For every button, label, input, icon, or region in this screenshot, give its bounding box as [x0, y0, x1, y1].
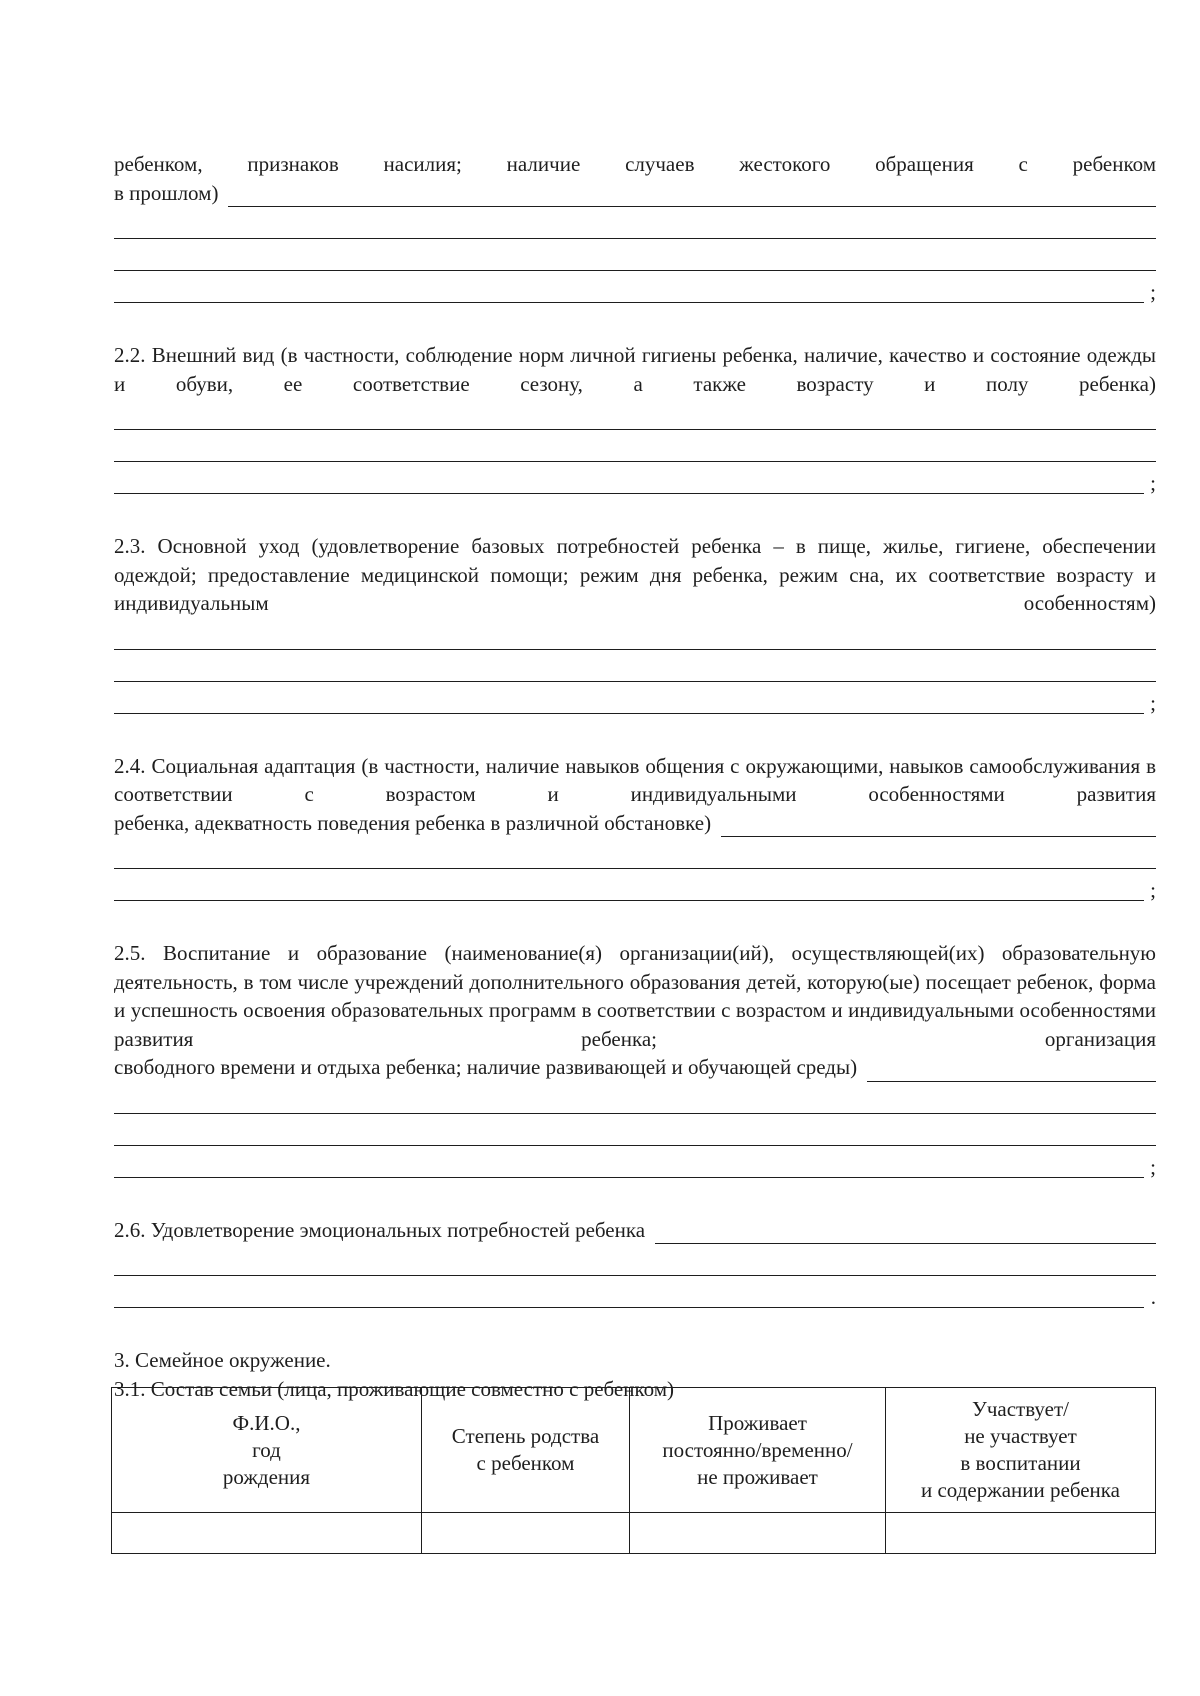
blank-line[interactable]: [114, 462, 1144, 494]
section-2-2-blank-line-2[interactable]: [114, 430, 1156, 462]
blank-line[interactable]: [114, 682, 1144, 714]
section-2-1-line1: ребенком, признаков насилия; наличие случаев жестокого обращения с ребенком: [114, 152, 1156, 176]
header-line: Проживает: [708, 1410, 807, 1435]
section-2-5: [114, 939, 1156, 1178]
section-2-5-blank-line-1[interactable]: [114, 1082, 1156, 1114]
header-relation: [422, 1388, 630, 1513]
section-2-4-blank-line-1[interactable]: [114, 837, 1156, 869]
section-2-6-fill-field[interactable]: [655, 1222, 1156, 1244]
section-2-5-blank-line-3[interactable]: [114, 1146, 1156, 1178]
section-2-1-fill-field[interactable]: [228, 185, 1156, 207]
line-end-mark: ;: [1150, 690, 1156, 715]
table-header-row: [112, 1388, 1156, 1513]
header-full-name: [112, 1388, 422, 1513]
blank-line[interactable]: [114, 869, 1144, 901]
blank-line[interactable]: [114, 271, 1144, 303]
section-2-5-blank-line-2[interactable]: [114, 1114, 1156, 1146]
section-2-6-text: 2.6. Удовлетворение эмоциональных потребностей ребенка: [114, 1217, 646, 1242]
section-2-5-text: 2.5. Воспитание и образование (наименование(я) организации(ий), осуществляющей(их) образовательную деятельность, в том числе учреждений дополнительного образования детей, которую(ые) посещает ребенок, форма и успешность освоения образовательных программ в соответствии с возрастом и индивидуальными особенностями развития ребенка; организация: [114, 941, 1156, 1051]
section-2-1-blank-line-3[interactable]: [114, 271, 1156, 303]
header-line: Степень родства: [451, 1424, 600, 1448]
section-2-4-last-line: [114, 809, 1156, 838]
header-line: и содержании ребенка: [921, 1478, 1120, 1502]
table-row: [112, 1513, 1156, 1554]
section-2-5-fill-field[interactable]: [867, 1060, 1156, 1082]
section-2-3-text: 2.3. Основной уход (удовлетворение базовых потребностей ребенка – в пище, жилье, гигиене, обеспечении одеждой; предоставление медицинской помощи; режим дня ребенка, режим сна, их соответствие возрасту и индивидуальным особенностям): [114, 534, 1156, 615]
header-line: не участвует: [964, 1424, 1077, 1448]
header-line: не проживает: [697, 1464, 818, 1489]
form-content: [114, 150, 1156, 1403]
section-2-1-last-line: [114, 179, 1156, 208]
section-2-3: [114, 532, 1156, 714]
section-2-6: [114, 1216, 1156, 1309]
header-line: Участвует/: [971, 1397, 1069, 1421]
section-2-1-line2: в прошлом): [114, 180, 219, 205]
section-2-1-blank-line-2[interactable]: [114, 239, 1156, 271]
header-line: постоянно/временно/: [662, 1437, 853, 1462]
section-2-4-text: 2.4. Социальная адаптация (в частности, наличие навыков общения с окружающими, навыков самообслуживания в соответствии с возрастом и индивидуальными особенностями развития: [114, 753, 1156, 806]
section-2-2-text: 2.2. Внешний вид (в частности, соблюдение норм личной гигиены ребенка, наличие, качество и состояние одежды и обуви, ее соответствие сезону, а также возрасту и полу ребенка): [114, 343, 1156, 396]
header-line: в воспитании: [960, 1451, 1081, 1475]
line-end-mark: .: [1150, 1285, 1156, 1309]
line-end-mark: ;: [1150, 1154, 1156, 1179]
section-2-1: [114, 150, 1156, 303]
section-2-4: [114, 752, 1156, 902]
header-line: рождения: [222, 1464, 311, 1489]
table-cell-relation[interactable]: [422, 1513, 630, 1554]
section-3-1-heading: 3.1. Состав семьи (лица, проживающие совместно с ребенком): [114, 1376, 675, 1401]
header-residence: [630, 1388, 886, 1513]
section-2-2-blank-line-3[interactable]: [114, 462, 1156, 494]
section-2-4-last-text: ребенка, адекватность поведения ребенка в различной обстановке): [114, 810, 712, 835]
section-2-6-line: [114, 1216, 1156, 1245]
section-2-2: [114, 341, 1156, 494]
section-2-3-blank-line-3[interactable]: [114, 682, 1156, 714]
section-2-3-blank-line-1[interactable]: [114, 618, 1156, 650]
blank-line[interactable]: [114, 1146, 1144, 1178]
table-cell-residence[interactable]: [630, 1513, 886, 1554]
header-line: Ф.И.О.,: [232, 1410, 301, 1435]
line-end-mark: ;: [1150, 280, 1156, 304]
section-2-1-blank-line-1[interactable]: [114, 207, 1156, 239]
section-2-5-last-text: свободного времени и отдыха ребенка; наличие развивающей и обучающей среды): [114, 1055, 858, 1079]
table-cell-full-name[interactable]: [112, 1513, 422, 1554]
section-2-4-blank-line-2[interactable]: [114, 869, 1156, 901]
section-2-6-blank-line-2[interactable]: [114, 1276, 1156, 1308]
header-line: с ребенком: [476, 1451, 575, 1475]
header-participation: [886, 1388, 1156, 1513]
section-2-4-fill-field[interactable]: [721, 815, 1156, 837]
section-2-3-blank-line-2[interactable]: [114, 650, 1156, 682]
family-composition-table: [111, 1387, 1156, 1554]
blank-line[interactable]: [114, 1276, 1144, 1308]
section-2-6-blank-line-1[interactable]: [114, 1244, 1156, 1276]
line-end-mark: ;: [1150, 878, 1156, 902]
section-2-2-blank-line-1[interactable]: [114, 398, 1156, 430]
table-cell-participation[interactable]: [886, 1513, 1156, 1554]
section-3-heading: 3. Семейное окружение.: [114, 1348, 331, 1372]
line-end-mark: ;: [1150, 471, 1156, 495]
header-line: год: [252, 1437, 281, 1462]
section-2-5-last-line: [114, 1053, 1156, 1082]
